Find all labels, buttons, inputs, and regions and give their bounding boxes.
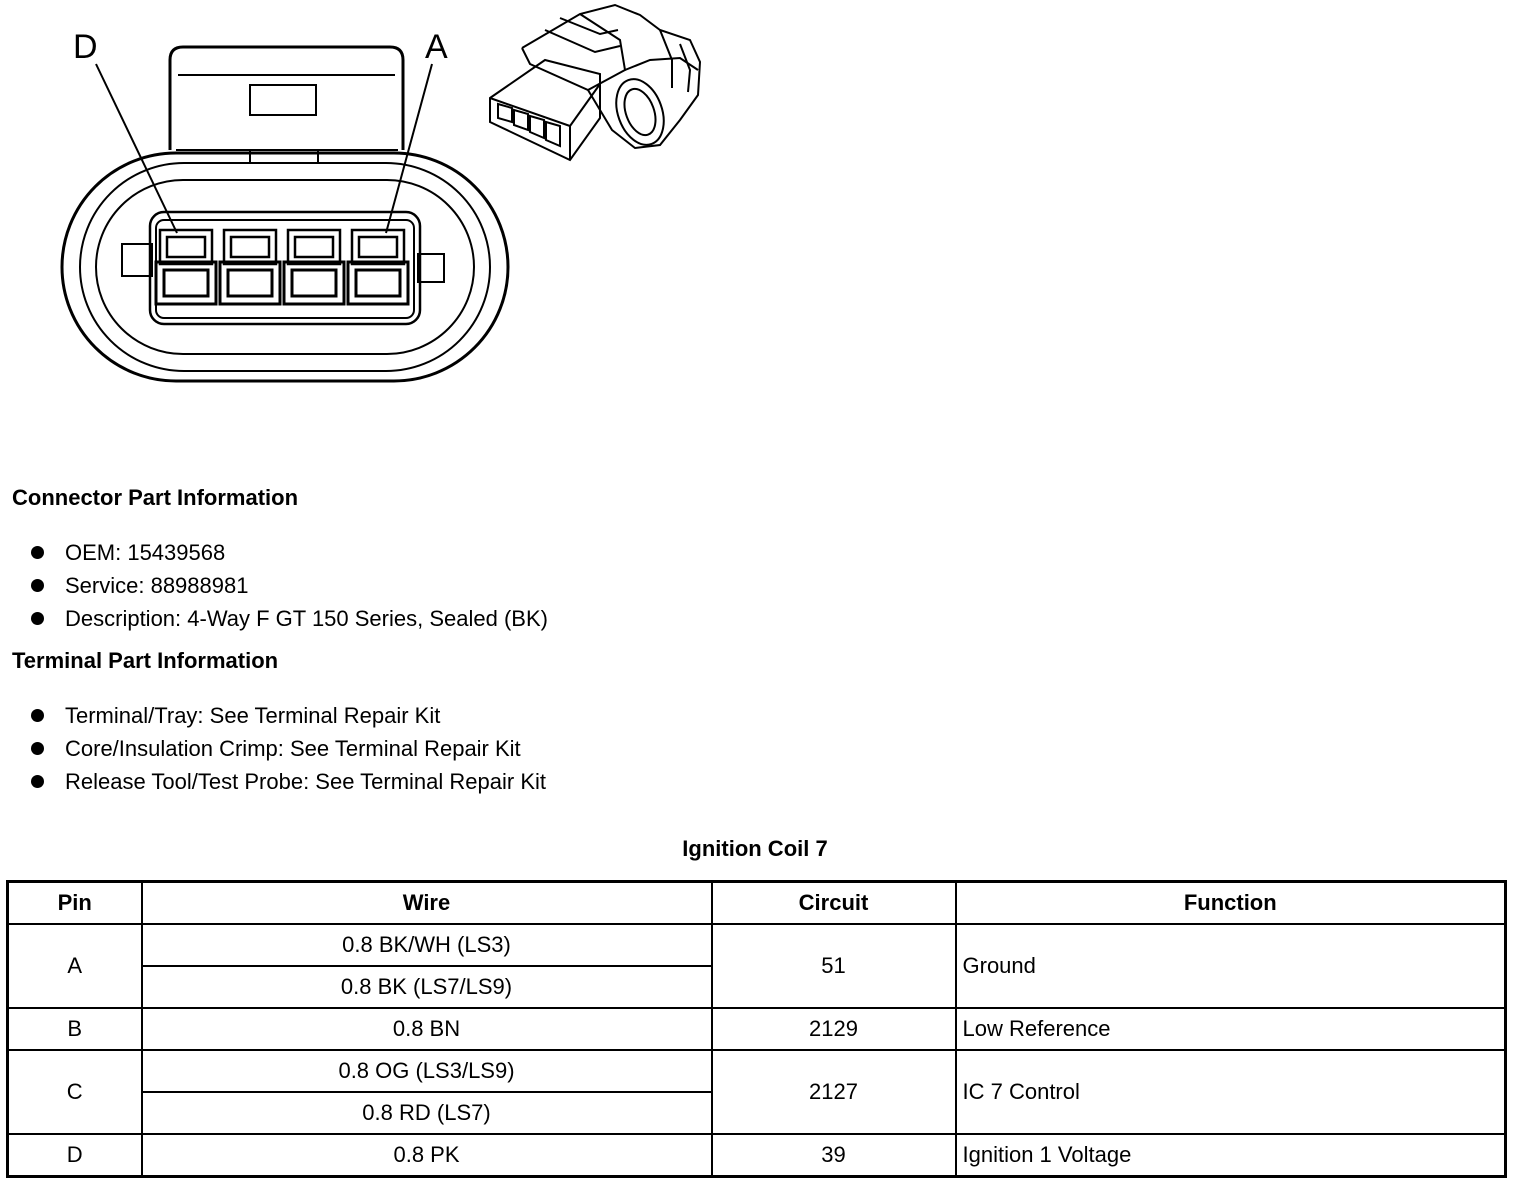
- bullet-icon: [31, 546, 44, 559]
- circuit-cell: 2129: [712, 1008, 956, 1050]
- wire-cell: 0.8 RD (LS7): [142, 1092, 712, 1134]
- table-row: [8, 924, 1506, 966]
- connector-description: Description: 4-Way F GT 150 Series, Sealed (BK): [65, 606, 548, 631]
- pin-cell: A: [8, 924, 142, 1008]
- table-header-row: [8, 882, 1506, 925]
- connector-oem: OEM: 15439568: [65, 540, 226, 565]
- list-item: [28, 699, 546, 732]
- table-title: Ignition Coil 7: [682, 836, 828, 861]
- terminal-crimp: Core/Insulation Crimp: See Terminal Repair Kit: [65, 736, 521, 761]
- header-wire: Wire: [142, 882, 712, 925]
- list-item: [28, 602, 548, 635]
- header-pin: Pin: [8, 882, 142, 925]
- wire-cell: 0.8 BN: [142, 1008, 712, 1050]
- table-row: [8, 1050, 1506, 1092]
- terminal-info-list: [28, 699, 546, 798]
- function-cell: Low Reference: [956, 1008, 1506, 1050]
- function-cell: Ignition 1 Voltage: [956, 1134, 1506, 1177]
- connector-diagram: [0, 0, 760, 420]
- pin-cell: D: [8, 1134, 142, 1177]
- list-item: [28, 765, 546, 798]
- circuit-cell: 39: [712, 1134, 956, 1177]
- bullet-icon: [31, 612, 44, 625]
- table-row: [8, 1134, 1506, 1177]
- table-row: [8, 1008, 1506, 1050]
- wire-cell: 0.8 OG (LS3/LS9): [142, 1050, 712, 1092]
- list-item: [28, 732, 546, 765]
- list-item: [28, 569, 548, 602]
- connector-service: Service: 88988981: [65, 573, 249, 598]
- function-cell: Ground: [956, 924, 1506, 1008]
- bullet-icon: [31, 579, 44, 592]
- pin-cell: B: [8, 1008, 142, 1050]
- function-cell: IC 7 Control: [956, 1050, 1506, 1134]
- bullet-icon: [31, 775, 44, 788]
- circuit-cell: 51: [712, 924, 956, 1008]
- list-item: [28, 536, 548, 569]
- connector-info-list: [28, 536, 548, 635]
- pin-label-a: A: [425, 28, 448, 66]
- terminal-info-heading: Terminal Part Information: [12, 648, 279, 673]
- bullet-icon: [31, 709, 44, 722]
- wire-cell: 0.8 BK (LS7/LS9): [142, 966, 712, 1008]
- terminal-tray: Terminal/Tray: See Terminal Repair Kit: [65, 703, 441, 728]
- bullet-icon: [31, 742, 44, 755]
- terminal-release-tool: Release Tool/Test Probe: See Terminal Repair Kit: [65, 769, 546, 794]
- header-circuit: Circuit: [712, 882, 956, 925]
- pinout-table: [6, 880, 1507, 1178]
- pin-label-d: D: [73, 28, 98, 66]
- header-function: Function: [956, 882, 1506, 925]
- wire-cell: 0.8 PK: [142, 1134, 712, 1177]
- connector-isometric-icon: [490, 5, 700, 160]
- pin-cell: C: [8, 1050, 142, 1134]
- wire-cell: 0.8 BK/WH (LS3): [142, 924, 712, 966]
- circuit-cell: 2127: [712, 1050, 956, 1134]
- connector-info-heading: Connector Part Information: [12, 485, 299, 510]
